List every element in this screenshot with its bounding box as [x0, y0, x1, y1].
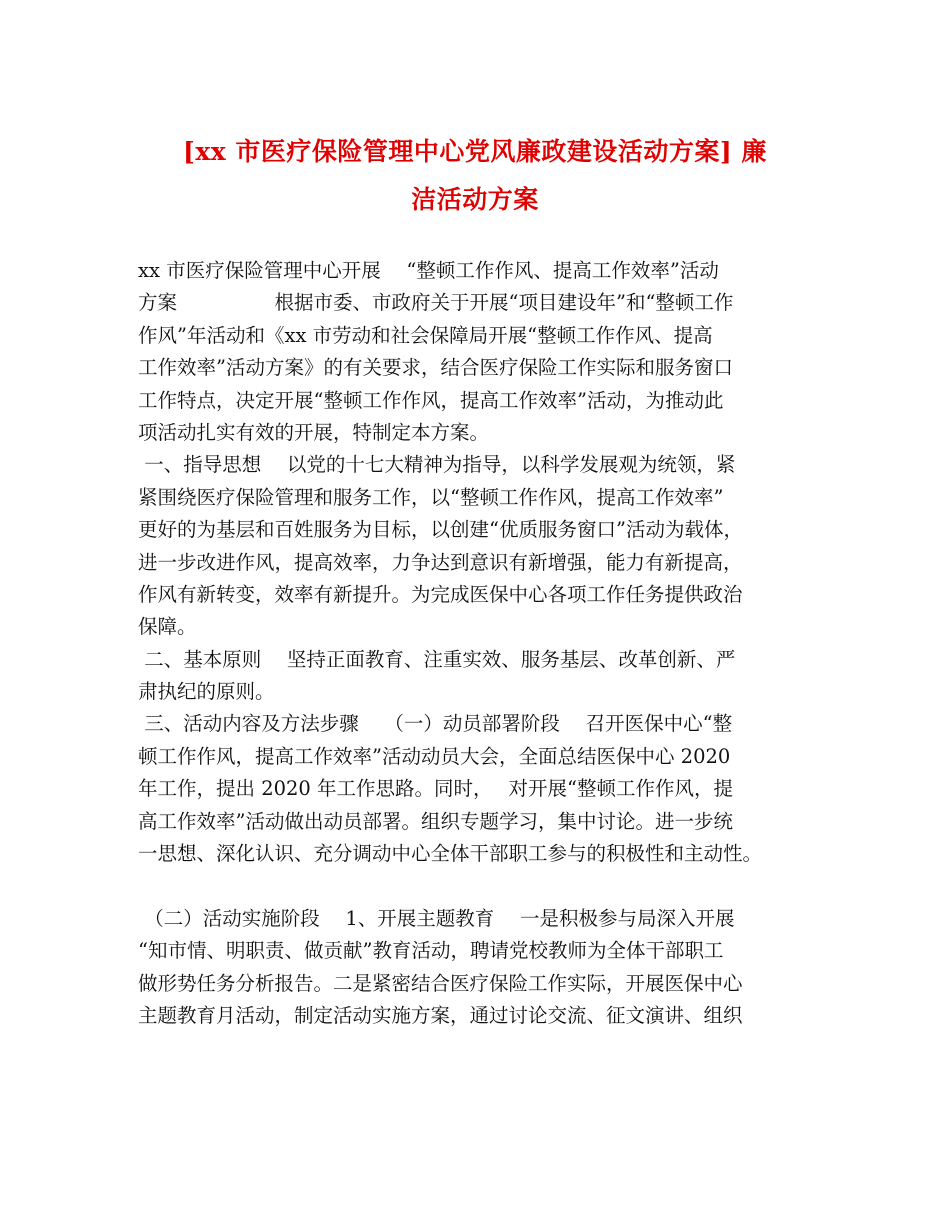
- body-line: 肃执纪的原则。: [138, 680, 275, 704]
- blank-line: [138, 870, 828, 902]
- body-line: 作风有新转变，效率有新提升。为完成医保中心各项工作任务提供政治: [138, 582, 743, 606]
- body-line: 紧围绕医疗保险管理和服务工作，以“整顿工作作风，提高工作效率”: [138, 485, 724, 509]
- body-line: xx 市医疗保险管理中心开展 “整顿工作作风、提高工作效率”活动: [138, 259, 719, 282]
- body-line: 三、活动内容及方法步骤 （一）动员部署阶段 召开医保中心“整: [138, 712, 733, 736]
- document-body: [138, 255, 828, 1032]
- body-line: 项活动扎实有效的开展，特制定本方案。: [138, 420, 490, 444]
- body-line: 工作特点，决定开展“整顿工作作风，提高工作效率”活动，为推动此: [138, 388, 724, 412]
- body-line: 做形势任务分析报告。二是紧密结合医疗保险工作实际，开展医保中心: [138, 971, 743, 995]
- body-line: 一、指导思想 以党的十七大精神为指导，以科学发展观为统领，紧: [138, 453, 736, 477]
- document-title: [120, 128, 830, 224]
- body-line: 方案 根据市委、市政府关于开展“项目建设年”和“整顿工作: [138, 291, 734, 315]
- body-line: 进一步改进作风，提高效率，力争达到意识有新增强，能力有新提高，: [138, 550, 743, 574]
- body-line: 顿工作作风，提高工作效率”活动动员大会，全面总结医保中心 2020: [138, 744, 731, 768]
- title-line: [xx 市医疗保险管理中心党风廉政建设活动方案] 廉: [183, 137, 767, 166]
- body-line: 工作效率”活动方案》的有关要求，结合医疗保险工作实际和服务窗口: [138, 356, 733, 380]
- body-line: 年工作，提出 2020 年工作思路。同时， 对开展“整顿工作作风，提: [138, 777, 733, 801]
- body-line: 二、基本原则 坚持正面教育、注重实效、服务基层、改革创新、严: [138, 647, 736, 671]
- body-line: 更好的为基层和百姓服务为目标，以创建“优质服务窗口”活动为载体，: [138, 518, 743, 542]
- body-line: 保障。: [138, 615, 197, 639]
- body-line: 作风”年活动和《xx 市劳动和社会保障局开展“整顿工作作风、提高: [138, 323, 713, 347]
- body-line: （二）活动实施阶段 1、开展主题教育 一是积极参与局深入开展: [138, 906, 735, 930]
- body-line: 高工作效率”活动做出动员部署。组织专题学习，集中讨论。进一步统: [138, 809, 733, 833]
- title-line: 洁活动方案: [411, 185, 539, 214]
- body-line: 一思想、深化认识、充分调动中心全体干部职工参与的积极性和主动性。: [138, 842, 763, 866]
- body-line: “知市情、明职责、做贡献”教育活动，聘请党校教师为全体干部职工: [138, 939, 724, 963]
- body-line: 主题教育月活动，制定活动实施方案，通过讨论交流、征文演讲、组织: [138, 1003, 743, 1027]
